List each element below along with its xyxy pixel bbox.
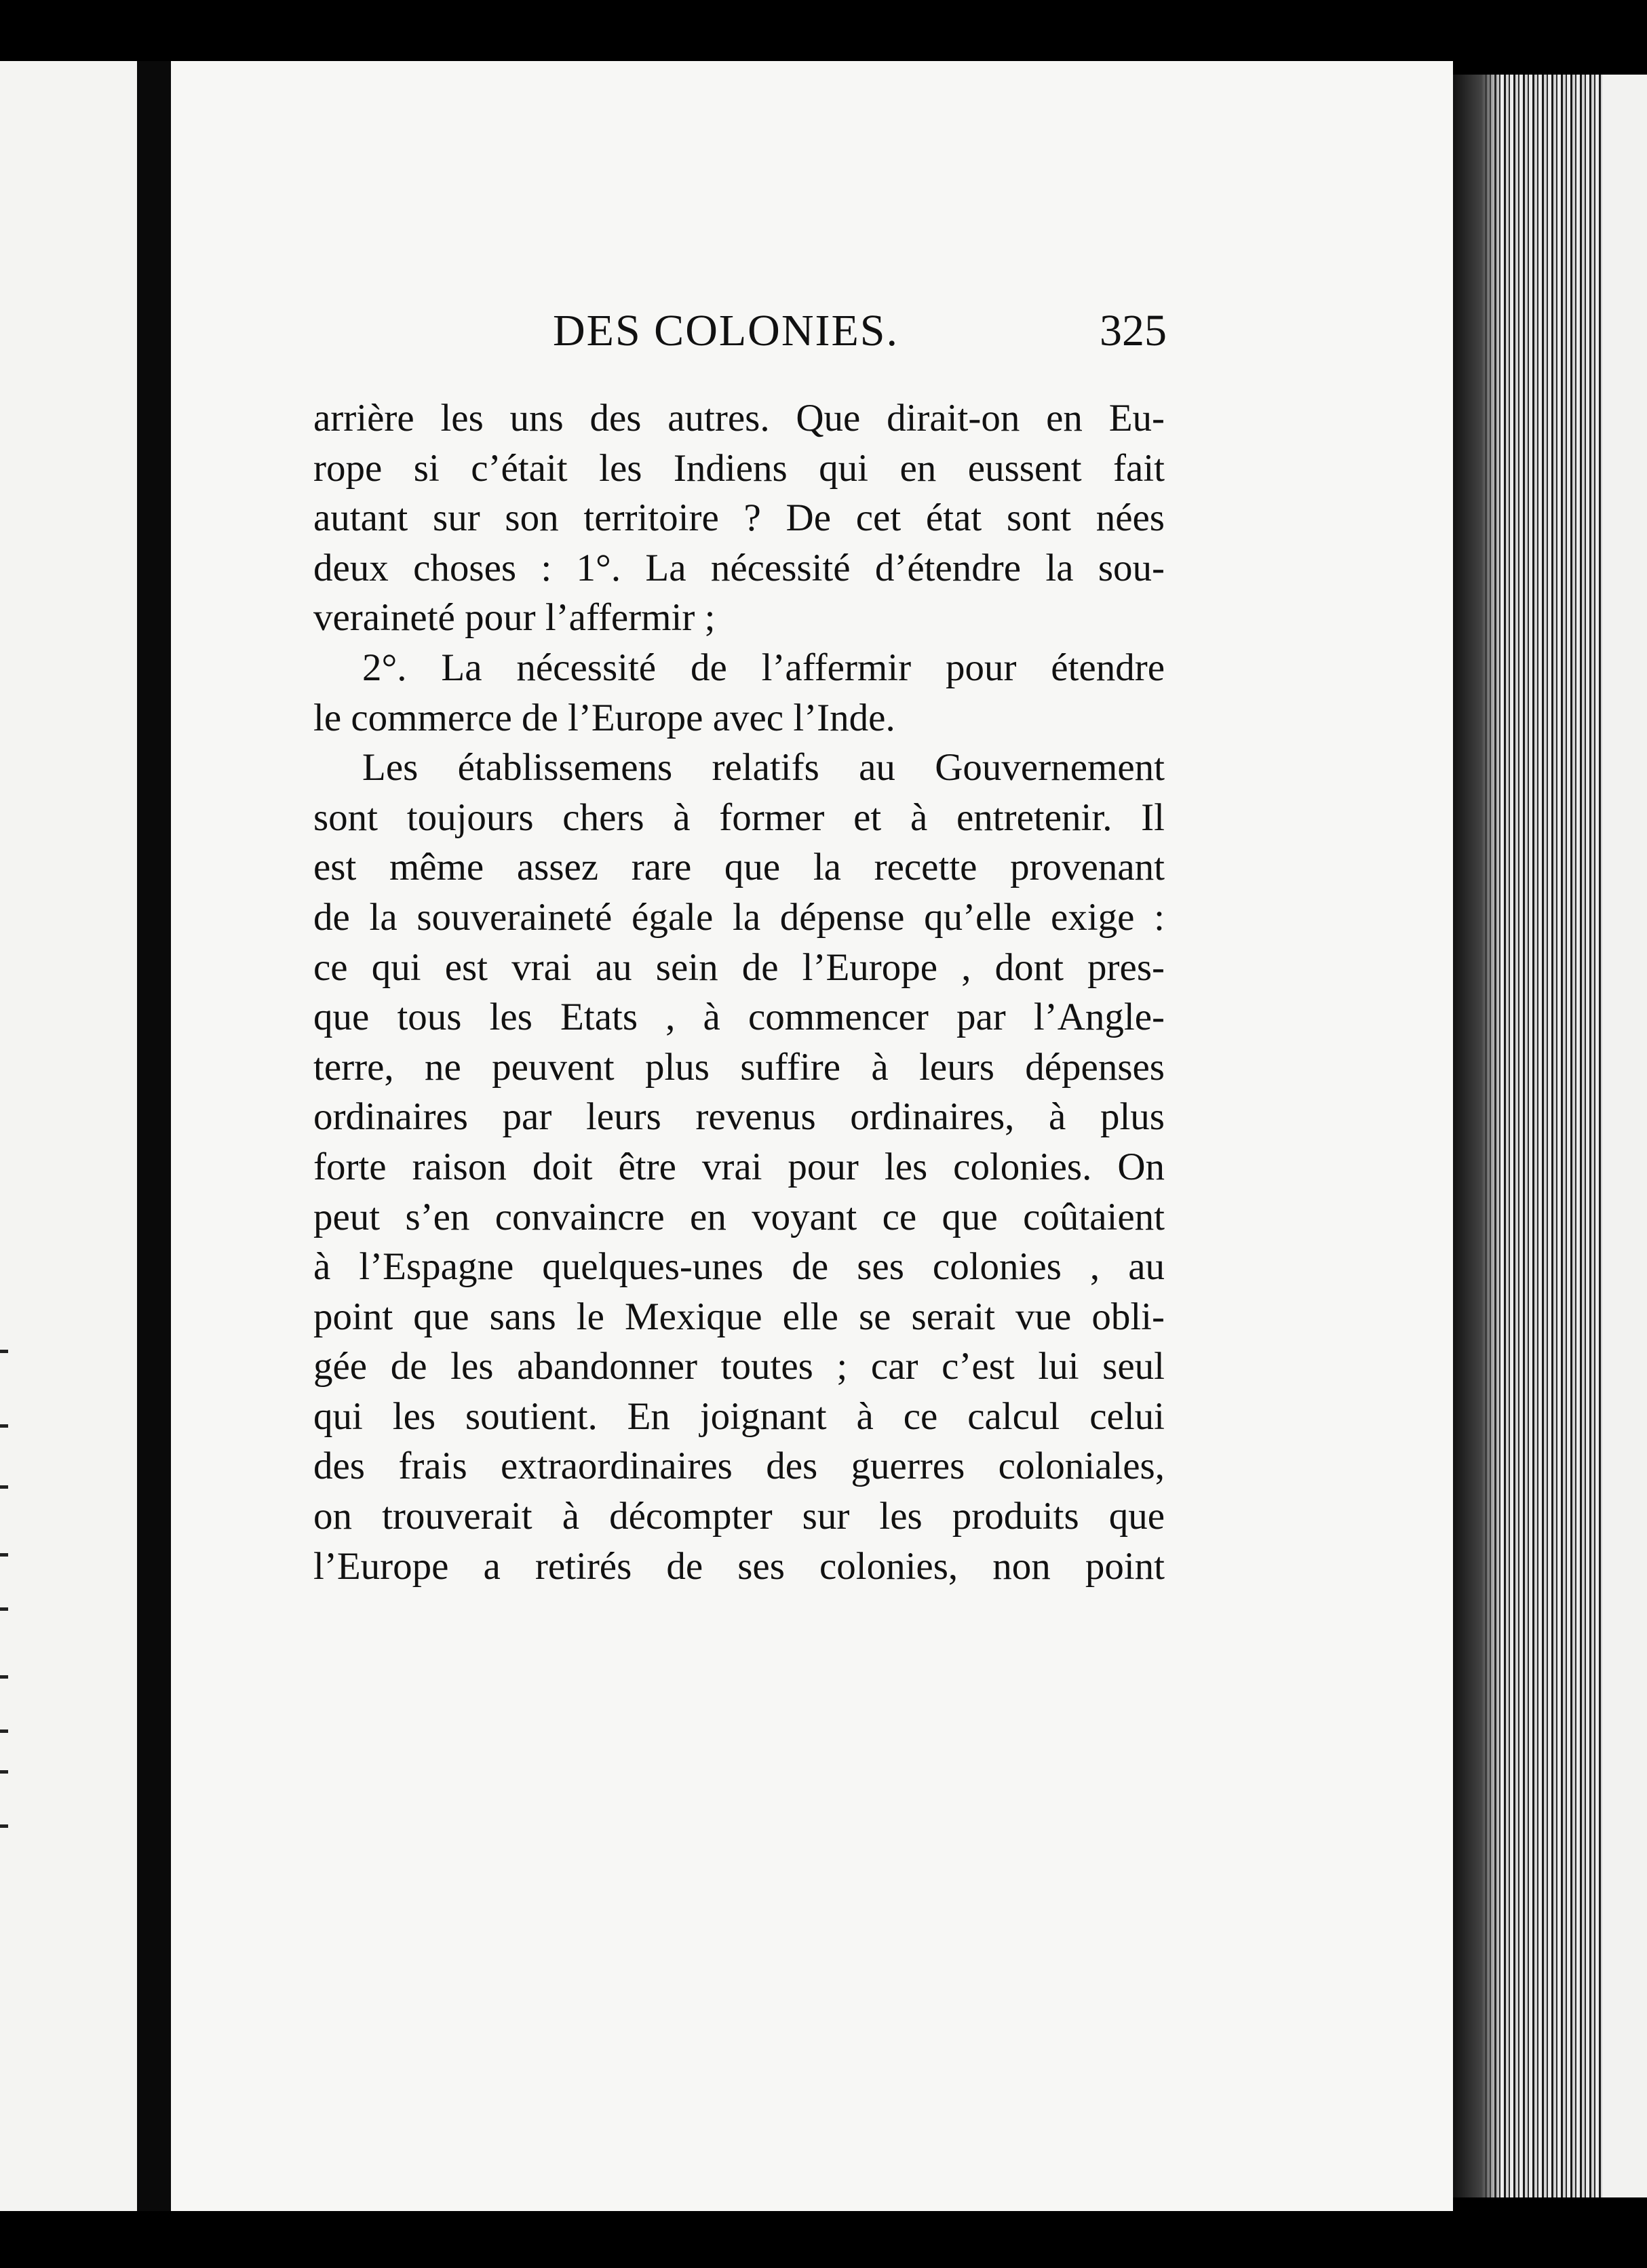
text-line: gée de les abandonner toutes ; car c’est lui seul [313, 1345, 1165, 1388]
text-line: peut s’en convaincre en voyant ce que coûtaient [313, 1195, 1165, 1238]
text-line: l’Europe a retirés de ses colonies, non point [313, 1544, 1165, 1588]
facing-page-edge [0, 61, 137, 2211]
margin-mark [0, 1553, 8, 1557]
page-edge-shadow [1453, 75, 1500, 2197]
margin-mark [0, 1770, 8, 1774]
margin-mark [0, 1729, 8, 1733]
text-line: est même assez rare que la recette provenant [313, 846, 1165, 889]
scan-background-margin [1602, 75, 1647, 2197]
margin-mark [0, 1824, 8, 1828]
text-line: qui les soutient. En joignant à ce calcul celui [313, 1394, 1165, 1438]
text-line: le commerce de l’Europe avec l’Inde. [313, 696, 895, 739]
text-line: que tous les Etats , à commencer par l’Angle- [313, 996, 1165, 1039]
margin-mark [0, 1424, 8, 1428]
text-line: arrière les uns des autres. Que dirait-on en Eu- [313, 397, 1165, 439]
text-line: deux choses : 1°. La nécessité d’étendre la sou- [313, 546, 1165, 589]
book-gutter [137, 61, 171, 2211]
text-line: de la souveraineté égale la dépense qu’elle exige : [313, 895, 1165, 939]
text-line: ce qui est vrai au sein de l’Europe , dont pres- [313, 945, 1165, 989]
text-line: point que sans le Mexique elle se serait vue obli- [313, 1295, 1165, 1338]
text-line: autant sur son territoire ? De cet état sont nées [313, 496, 1165, 540]
text-line: rope si c’était les Indiens qui en eussent fait [313, 446, 1165, 490]
text-line: Les établissemens relatifs au Gouvernement [362, 746, 1165, 789]
text-line: 2°. La nécessité de l’affermir pour étendre [362, 646, 1165, 689]
margin-mark [0, 1485, 8, 1489]
margin-mark [0, 1675, 8, 1679]
text-line: des frais extraordinaires des guerres coloniales, [313, 1445, 1165, 1488]
body-text [313, 393, 1165, 1591]
running-head [553, 305, 1167, 366]
text-line: à l’Espagne quelques-unes de ses colonies , au [313, 1245, 1165, 1289]
text-line: forte raison doit être vrai pour les colonies. On [313, 1145, 1165, 1188]
margin-mark [0, 1607, 8, 1611]
text-line: sont toujours chers à former et à entretenir. Il [313, 796, 1165, 839]
running-title: DES COLONIES. [553, 306, 899, 355]
text-line: terre, ne peuvent plus suffire à leurs dépenses [313, 1045, 1165, 1089]
margin-mark [0, 1350, 8, 1353]
text-line: on trouverait à décompter sur les produits que [313, 1495, 1165, 1538]
text-line: ordinaires par leurs revenus ordinaires, à plus [313, 1095, 1165, 1139]
page-number: 325 [1100, 306, 1167, 355]
text-line: veraineté pour l’affermir ; [313, 596, 716, 640]
